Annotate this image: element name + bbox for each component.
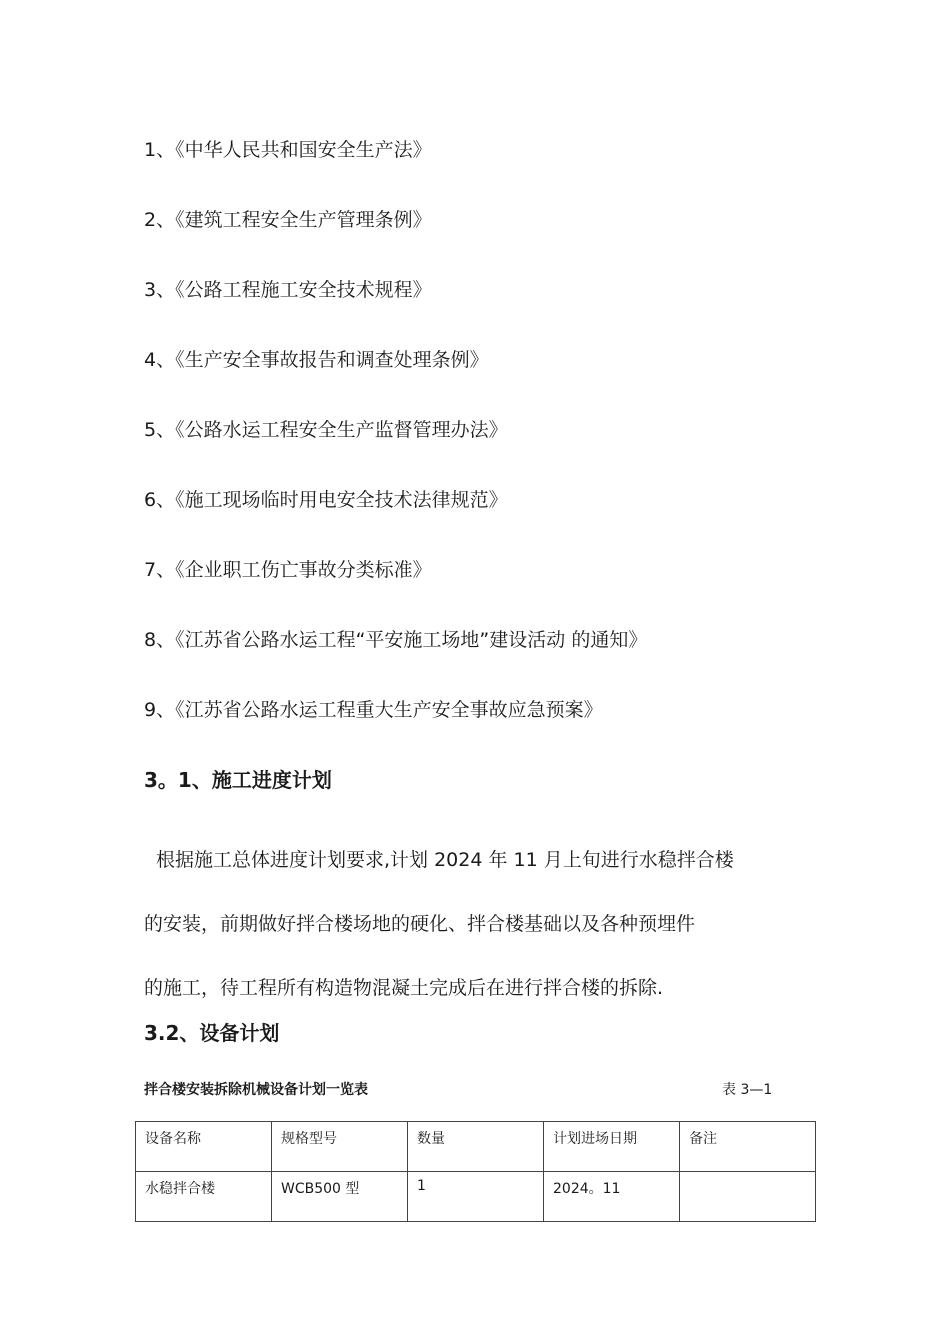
column-header: 计划进场日期 (544, 1122, 680, 1172)
reference-item: 8、《江苏省公路水运工程“平安施工场地”建设活动 的通知》 (144, 629, 648, 651)
reference-item: 7、《企业职工伤亡事故分类标准》 (144, 559, 432, 581)
table-cell: WCB500 型 (272, 1172, 408, 1222)
column-header: 设备名称 (136, 1122, 272, 1172)
reference-item: 1、《中华人民共和国安全生产法》 (144, 139, 432, 161)
reference-item: 2、《建筑工程安全生产管理条例》 (144, 209, 432, 231)
column-header: 备注 (680, 1122, 816, 1172)
reference-item: 3、《公路工程施工安全技术规程》 (144, 279, 432, 301)
equipment-table (135, 1121, 816, 1222)
paragraph-line: 的安装，前期做好拌合楼场地的硬化、拌合楼基础以及各种预埋件 (144, 913, 696, 935)
section-heading-equipment: 3.2、设备计划 (144, 1021, 280, 1045)
column-header: 数量 (408, 1122, 544, 1172)
paragraph-line: 的施工，待工程所有构造物混凝土完成后在进行拌合楼的拆除. (144, 977, 664, 999)
reference-item: 4、《生产安全事故报告和调查处理条例》 (144, 349, 489, 371)
table-cell: 2024。11 (544, 1172, 680, 1222)
table-row (136, 1172, 816, 1222)
reference-item: 5、《公路水运工程安全生产监督管理办法》 (144, 419, 508, 441)
table-caption: 拌合楼安装拆除机械设备计划一览表 (144, 1082, 368, 1098)
reference-item: 6、《施工现场临时用电安全技术法律规范》 (144, 489, 508, 511)
table-number: 表 3—1 (722, 1082, 773, 1098)
table-header-row (136, 1122, 816, 1172)
reference-item: 9、《江苏省公路水运工程重大生产安全事故应急预案》 (144, 699, 603, 721)
table-cell (680, 1172, 816, 1222)
column-header: 规格型号 (272, 1122, 408, 1172)
schedule-paragraph (144, 828, 814, 1020)
paragraph-line: 根据施工总体进度计划要求,计划 2024 年 11 月上旬进行水稳拌合楼 (156, 849, 734, 871)
table-cell: 1 (408, 1172, 544, 1222)
section-heading-schedule: 3。1、施工进度计划 (144, 768, 332, 792)
table-cell: 水稳拌合楼 (136, 1172, 272, 1222)
reference-list (144, 128, 647, 758)
